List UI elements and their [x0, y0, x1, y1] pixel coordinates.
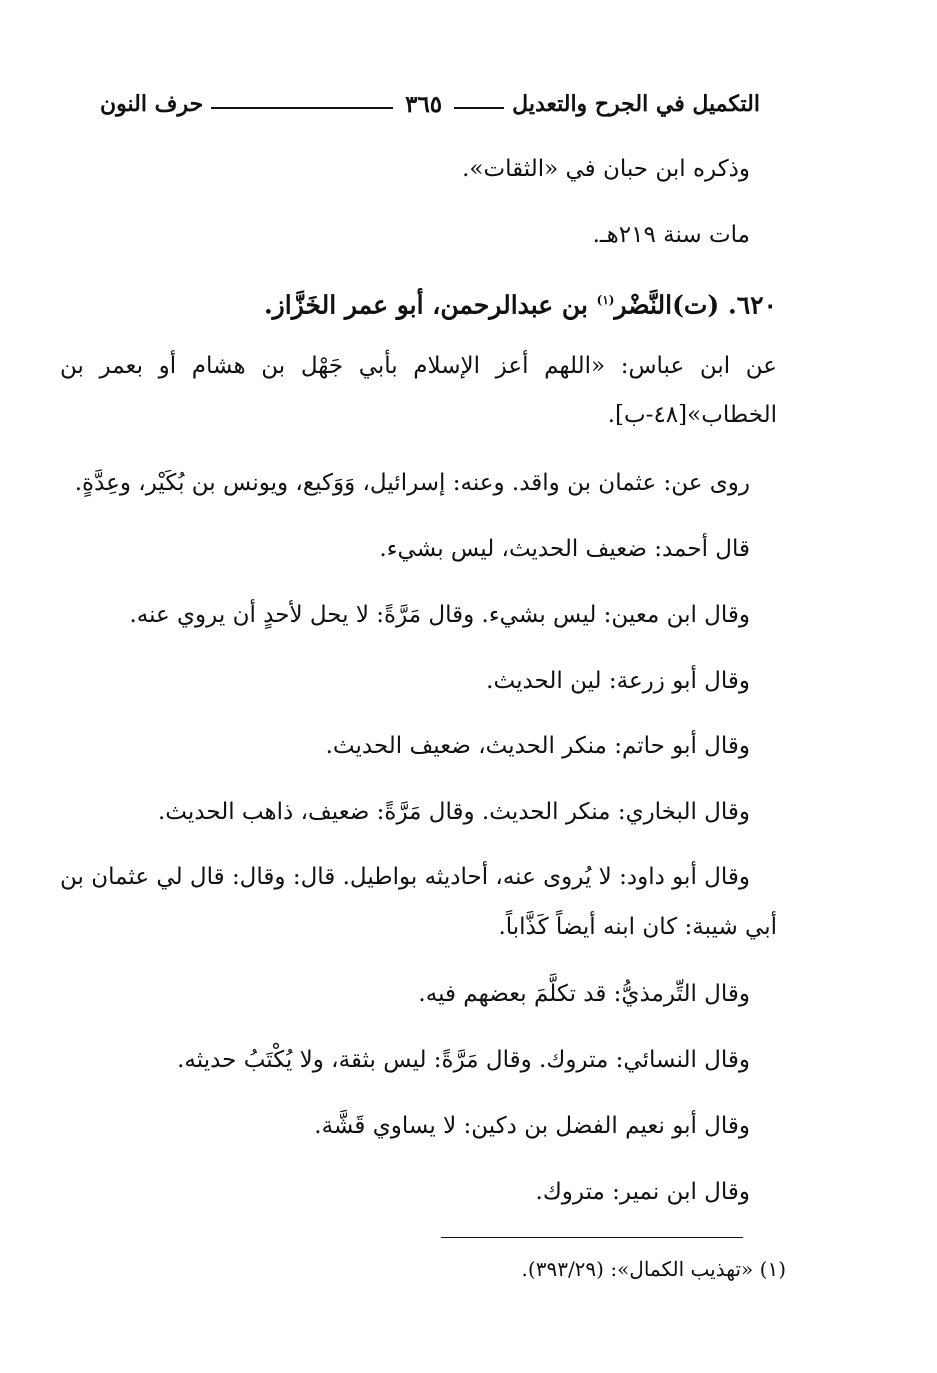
- text-line: وقال أبو حاتم: منكر الحديث، ضعيف الحديث.: [325, 733, 750, 759]
- header-book-title: التكميل في الجرح والتعديل: [512, 91, 760, 117]
- text-line: روى عن: عثمان بن واقد. وعنه: إسرائيل، وَوَكيع، ويونس بن بُكَيْر، وعِدَّةٍ.: [74, 470, 750, 496]
- entry-number: ٦٢٠.: [727, 290, 777, 320]
- text-line: وقال التِّرمذيُّ: قد تكلَّمَ بعضهم فيه.: [418, 981, 750, 1007]
- entry-name-rest: بن عبدالرحمن، أبو عمر الخَزَّاز.: [263, 290, 588, 320]
- text-line: وقال أبو زرعة: لين الحديث.: [486, 668, 750, 694]
- header-page-number: ٣٦٥: [405, 90, 443, 118]
- text-line: الخطاب»[٤٨-ب].: [607, 402, 777, 428]
- text-line: وقال البخاري: منكر الحديث. وقال مَرَّةً: ضعيف، ذاهب الحديث.: [157, 799, 750, 825]
- text-line: أبي شيبة: كان ابنه أيضاً كَذَّاباً.: [498, 914, 777, 940]
- text-line: وذكره ابن حبان في «الثقات».: [462, 156, 750, 182]
- running-header: [100, 84, 760, 124]
- footnote-reference: (١): [596, 293, 615, 307]
- header-rule-right: [454, 107, 504, 109]
- text-line: قال أحمد: ضعيف الحديث، ليس بشيء.: [379, 536, 750, 562]
- text-line: وقال ابن نمير: متروك.: [535, 1179, 750, 1205]
- header-rule-left: [211, 107, 393, 109]
- text-line: وقال النسائي: متروك. وقال مَرَّةً: ليس بثقة، ولا يُكْتَبُ حديثه.: [177, 1047, 750, 1073]
- footnote: (١) «تهذيب الكمال»: (٣٩٣/٢٩).: [521, 1257, 786, 1281]
- text-line: مات سنة ٢١٩هـ.: [592, 222, 750, 248]
- text-line: وقال ابن معين: ليس بشيء. وقال مَرَّةً: لا يحل لأحدٍ أن يروي عنه.: [129, 602, 750, 628]
- entry-heading: [264, 283, 777, 322]
- text-line: وقال أبو نعيم الفضل بن دكين: لا يساوي قَشَّة.: [314, 1113, 750, 1139]
- text-line: عن ابن عباس: «اللهم أعز الإسلام بأبي جَهْل بن هشام أو بعمر بن: [60, 353, 777, 379]
- header-section: حرف النون: [100, 91, 204, 117]
- entry-marker: (ت): [672, 290, 720, 320]
- footnote-separator: [441, 1237, 743, 1238]
- text-line: وقال أبو داود: لا يُروى عنه، أحاديثه بواطيل. قال: وقال: قال لي عثمان بن: [60, 864, 750, 890]
- entry-name: النَّضْر: [614, 290, 673, 320]
